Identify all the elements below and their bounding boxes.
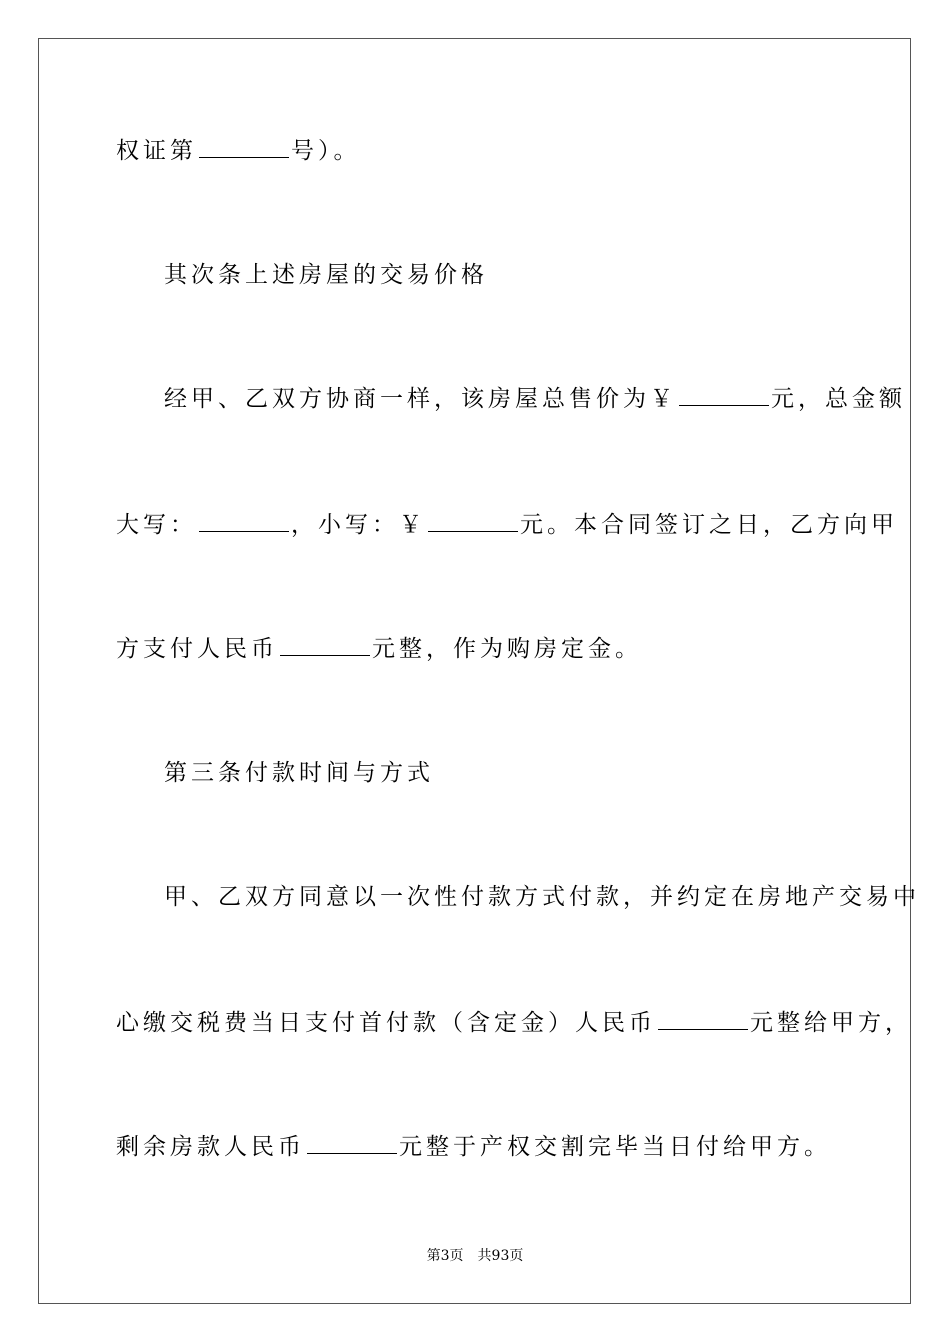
line9-text-b: 元整于产权交割完毕当日付给甲方。 xyxy=(399,1134,831,1160)
text-line-3 xyxy=(164,384,906,414)
text-line-8 xyxy=(116,1008,912,1038)
fill-in-blank xyxy=(280,635,370,656)
text-line-5 xyxy=(116,634,836,664)
line1-text-a: 权证第 xyxy=(116,138,197,164)
fill-in-blank xyxy=(658,1009,748,1030)
line1-text-b: 号）。 xyxy=(291,138,361,164)
fill-in-blank xyxy=(679,385,769,406)
line9-text-a: 剩余房款人民币 xyxy=(116,1134,305,1160)
line8-text-b: 元整给甲方， xyxy=(750,1010,912,1036)
line4-text-c: 元。本合同签订之日，乙方向甲 xyxy=(520,512,898,538)
line5-text-b: 元整，作为购房定金。 xyxy=(372,636,642,662)
article-2-heading: 其次条上述房屋的交易价格 xyxy=(164,262,488,288)
text-line-7: 甲、乙双方同意以一次性付款方式付款，并约定在房地产交易中 xyxy=(164,884,920,910)
line3-text-a: 经甲、乙双方协商一样，该房屋总售价为￥ xyxy=(164,386,677,412)
fill-in-blank xyxy=(428,511,518,532)
line5-text-a: 方支付人民币 xyxy=(116,636,278,662)
text-line-9 xyxy=(116,1132,836,1162)
fill-in-blank xyxy=(307,1133,397,1154)
text-line-4 xyxy=(116,510,898,540)
page-total: 共93页 xyxy=(477,1248,524,1264)
line4-text-a: 大写： xyxy=(116,512,197,538)
fill-in-blank xyxy=(199,137,289,158)
line4-text-b: ，小写：￥ xyxy=(291,512,426,538)
fill-in-blank xyxy=(199,511,289,532)
line3-text-b: 元，总金额 xyxy=(771,386,906,412)
page-frame xyxy=(38,38,920,1304)
article-3-heading: 第三条付款时间与方式 xyxy=(164,760,434,786)
text-line-1 xyxy=(116,136,836,166)
line8-text-a: 心缴交税费当日支付首付款（含定金）人民币 xyxy=(116,1010,656,1036)
page-footer xyxy=(0,1247,950,1265)
page-number: 第3页 xyxy=(426,1248,464,1264)
